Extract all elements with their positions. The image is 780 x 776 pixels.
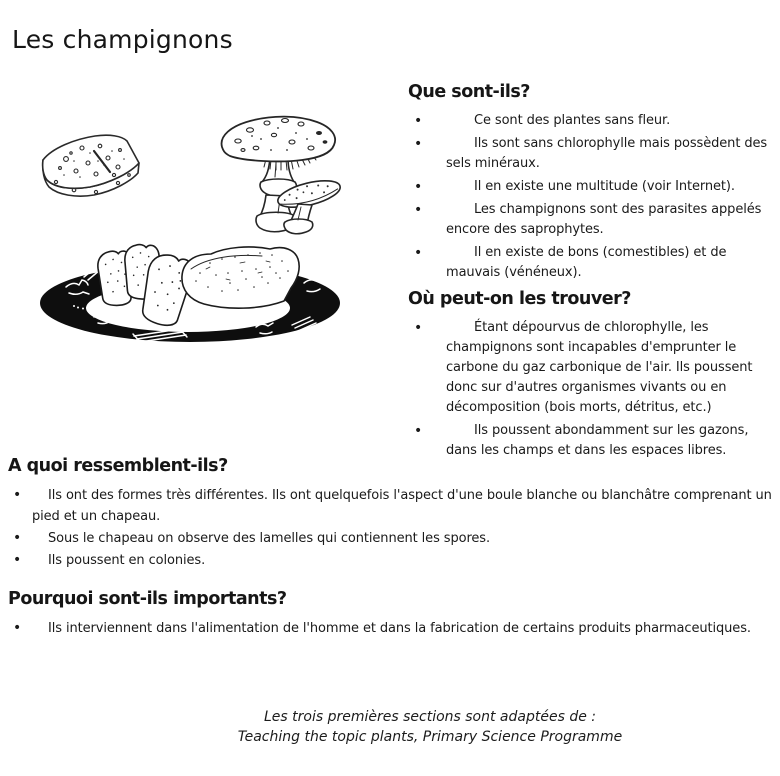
list-item-text: Étant dépourvus de chlorophylle, les champignons sont incapables d'emprunter le carbone du gaz carbonique de l'air. Ils poussent donc sur d'autres organismes vivants ou en décomposition (bois morts, détritus, etc.): [446, 320, 753, 415]
bullet-icon: •: [414, 202, 423, 218]
cheese-wedge-drawing: [43, 135, 139, 196]
section-heading-ou: Où peut-on les trouver?: [408, 289, 631, 309]
section-heading-aquoi: A quoi ressemblent-ils?: [8, 456, 228, 476]
list-item-text: Ils sont sans chlorophylle mais possèdent des sels minéraux.: [446, 136, 768, 171]
list-item: [8, 618, 772, 639]
list-item-text: Les champignons sont des parasites appelés encore des saprophytes.: [446, 202, 762, 237]
source-note-line-1: Les trois premières sections sont adaptées de :: [263, 709, 596, 725]
page-title: Les champignons: [12, 24, 233, 54]
bullet-list: [8, 618, 772, 639]
list-item: [8, 528, 772, 549]
bullet-icon: •: [414, 245, 423, 261]
source-note: [90, 707, 770, 747]
list-item: [408, 134, 770, 174]
bullet-icon: •: [13, 620, 22, 636]
bullet-icon: •: [414, 423, 423, 439]
section-heading-pourquoi: Pourquoi sont-ils importants?: [8, 589, 287, 609]
bullet-icon: •: [13, 552, 22, 568]
list-item: [408, 318, 770, 418]
list-item: [408, 243, 770, 283]
food-illustration: [30, 103, 390, 355]
mushrooms-drawing: [222, 117, 343, 234]
list-item-text: Il en existe de bons (comestibles) et de mauvais (vénéneux).: [446, 245, 727, 280]
list-item: [408, 111, 770, 131]
section-a-quoi-ressemblent-ils: [8, 455, 772, 572]
illustration-svg: [30, 103, 390, 355]
bullet-icon: •: [414, 179, 423, 195]
section-pourquoi-sont-ils-importants: [8, 588, 772, 640]
list-item-text: Ils interviennent dans l'alimentation de l'homme et dans la fabrication de certains produits pharmaceutiques.: [48, 621, 751, 636]
bullet-icon: •: [13, 530, 22, 546]
bullet-icon: •: [414, 136, 423, 152]
list-item-text: Ils ont des formes très différentes. Ils ont quelquefois l'aspect d'une boule blanche ou blanchâtre comprenant un pied et un chapeau.: [32, 488, 772, 524]
list-item: [8, 550, 772, 571]
list-item-text: Ils poussent en colonies.: [48, 553, 206, 568]
source-note-line-2: Teaching the topic plants, Primary Science Programme: [237, 729, 623, 745]
bullet-list: [408, 318, 770, 461]
list-item-text: Sous le chapeau on observe des lamelles qui contiennent les spores.: [48, 531, 491, 546]
list-item: [408, 177, 770, 197]
section-heading-que: Que sont-ils?: [408, 82, 530, 102]
list-item-text: Ils poussent abondamment sur les gazons, dans les champs et dans les espaces libres.: [446, 423, 749, 458]
bullet-icon: •: [13, 487, 22, 503]
bread-plate-drawing: [40, 244, 340, 344]
list-item: [8, 485, 772, 527]
list-item-text: Ce sont des plantes sans fleur.: [474, 113, 671, 128]
section-ou-peut-on-les-trouver: [408, 288, 770, 464]
list-item: [408, 200, 770, 240]
bullet-list: [8, 485, 772, 571]
bullet-icon: •: [414, 320, 423, 336]
bullet-list: [408, 111, 770, 283]
section-que-sont-ils: [408, 81, 770, 286]
bullet-icon: •: [414, 113, 423, 129]
list-item-text: Il en existe une multitude (voir Internet).: [474, 179, 735, 194]
